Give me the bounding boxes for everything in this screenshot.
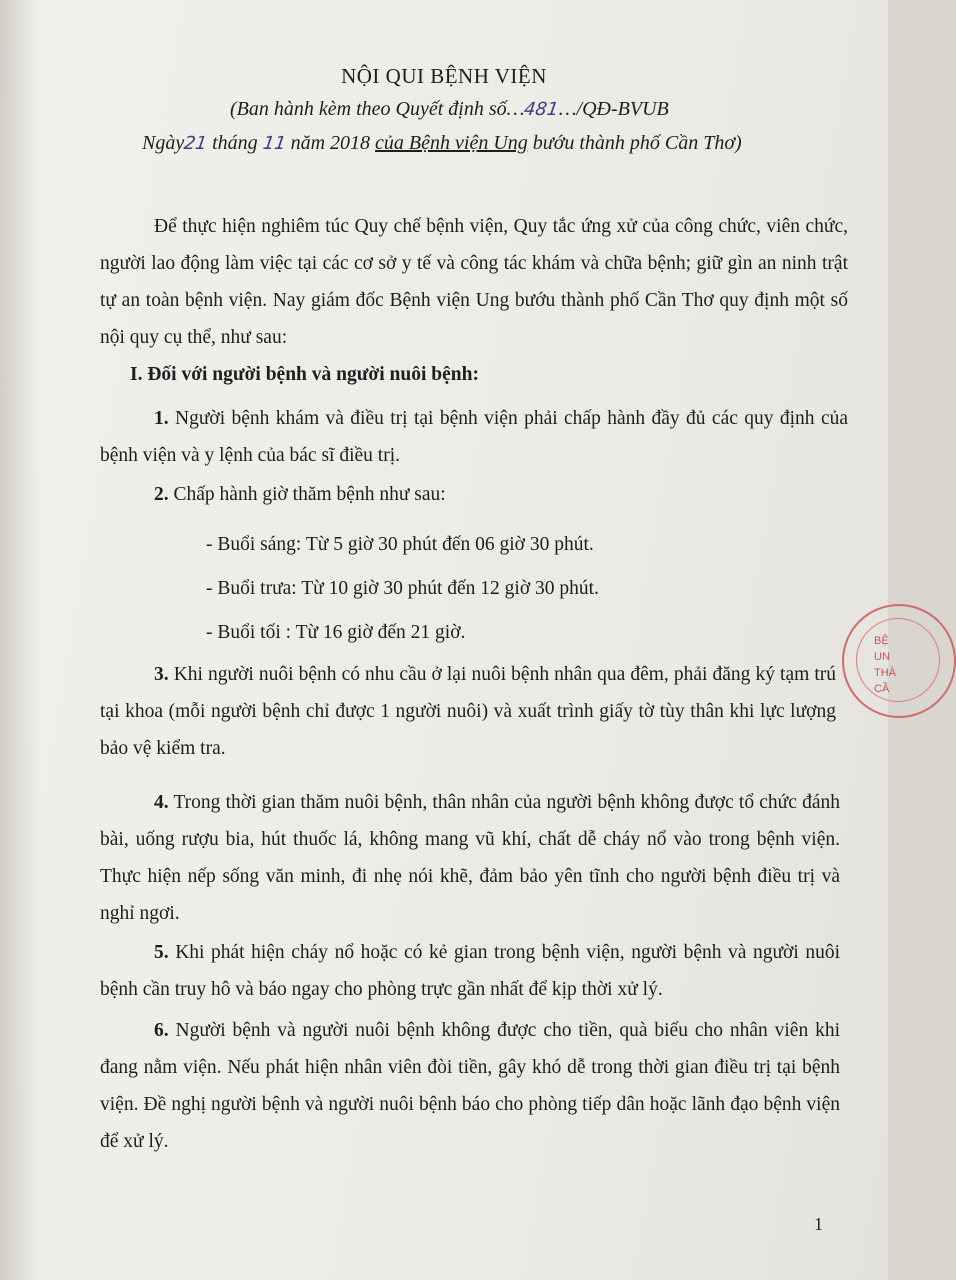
- rule-2-number: 2.: [154, 484, 169, 505]
- rule-1-text: Người bệnh khám và điều trị tại bệnh viện phải chấp hành đầy đủ các quy định của bệnh viện và y lệnh của bác sĩ điều trị.: [100, 408, 848, 466]
- seal-text-3: THÀ: [874, 667, 896, 679]
- issue-date-line: [142, 132, 742, 155]
- rule-6-text: Người bệnh và người nuôi bệnh không được cho tiền, quà biếu cho nhân viên khi đang nằm viện. Nếu phát hiện nhân viên đòi tiền, gây khó dễ trong thời gian điều trị tại bệnh viện. Đề nghị người bệnh và người nuôi bệnh báo cho phòng tiếp dân hoặc lãnh đạo bệnh viện để xử lý.: [100, 1020, 840, 1152]
- rule-4-number: 4.: [154, 792, 169, 813]
- page-number: 1: [814, 1214, 823, 1234]
- date-ngay: Ngày: [142, 132, 185, 154]
- rule-1: [100, 400, 848, 474]
- handwritten-month: 11: [261, 133, 288, 154]
- issuer-underlined: của Bệnh viện Ung: [375, 132, 528, 154]
- rule-4: [100, 784, 840, 932]
- rule-5: [100, 934, 840, 1008]
- rule-6: [100, 1012, 840, 1160]
- rule-2-text: Chấp hành giờ thăm bệnh như sau:: [173, 484, 446, 505]
- handwritten-day: 21: [182, 133, 209, 154]
- page-shadow: [0, 0, 40, 1280]
- rule-3: [100, 656, 836, 767]
- schedule-evening: - Buổi tối : Từ 16 giờ đến 21 giờ.: [206, 622, 466, 643]
- schedule-morning: - Buổi sáng: Từ 5 giờ 30 phút đến 06 giờ 30 phút.: [206, 534, 594, 555]
- rule-5-number: 5.: [154, 942, 169, 963]
- rule-1-number: 1.: [154, 408, 169, 429]
- schedule-noon: - Buổi trưa: Từ 10 giờ 30 phút đến 12 giờ 30 phút.: [206, 578, 599, 599]
- decision-reference: [230, 98, 669, 121]
- seal-text-2: UN: [874, 651, 890, 663]
- handwritten-decision-number: 481: [522, 99, 561, 120]
- seal-text-4: CẦ: [874, 683, 890, 695]
- red-seal-stamp: [842, 604, 956, 718]
- rule-4-text: Trong thời gian thăm nuôi bệnh, thân nhân của người bệnh không được tổ chức đánh bài, uống rượu bia, hút thuốc lá, không mang vũ khí, chất dễ cháy nổ vào trong bệnh viện. Thực hiện nếp sống văn minh, đi nhẹ nói khẽ, đảm bảo yên tĩnh cho người bệnh điều trị và nghỉ ngơi.: [100, 792, 840, 924]
- rule-3-text: Khi người nuôi bệnh có nhu cầu ở lại nuôi bệnh nhân qua đêm, phải đăng ký tạm trú tại khoa (mỗi người bệnh chỉ được 1 người nuôi) và xuất trình giấy tờ tùy thân khi lực lượng bảo vệ kiểm tra.: [100, 664, 837, 759]
- rule-2: [154, 484, 446, 506]
- subtitle-prefix: (Ban hành kèm theo Quyết định số…: [230, 98, 525, 120]
- subtitle-suffix: …/QĐ-BVUB: [558, 98, 669, 120]
- seal-inner-ring: [856, 618, 940, 702]
- section-heading: I. Đối với người bệnh và người nuôi bệnh:: [130, 364, 479, 385]
- rule-5-text: Khi phát hiện cháy nổ hoặc có kẻ gian trong bệnh viện, người bệnh và người nuôi bệnh cần truy hô và báo ngay cho phòng trực gần nhất để kịp thời xử lý.: [100, 942, 840, 1000]
- seal-text-1: BỆ: [874, 635, 889, 647]
- rule-3-number: 3.: [154, 664, 169, 685]
- date-nam: năm 2018: [290, 132, 371, 154]
- page-title: NỘI QUI BỆNH VIỆN: [341, 64, 547, 88]
- rule-6-number: 6.: [154, 1020, 169, 1041]
- issuer-rest: bướu thành phố Cần Thơ): [532, 132, 742, 154]
- date-thang: tháng: [212, 132, 258, 154]
- intro-paragraph: Để thực hiện nghiêm túc Quy chế bệnh viện, Quy tắc ứng xử của công chức, viên chức, người lao động làm việc tại các cơ sở y tế và công tác khám và chữa bệnh; giữ gìn an ninh trật tự an toàn bệnh viện. Nay giám đốc Bệnh viện Ung bướu thành phố Cần Thơ quy định một số nội quy cụ thể, như sau:: [100, 216, 848, 348]
